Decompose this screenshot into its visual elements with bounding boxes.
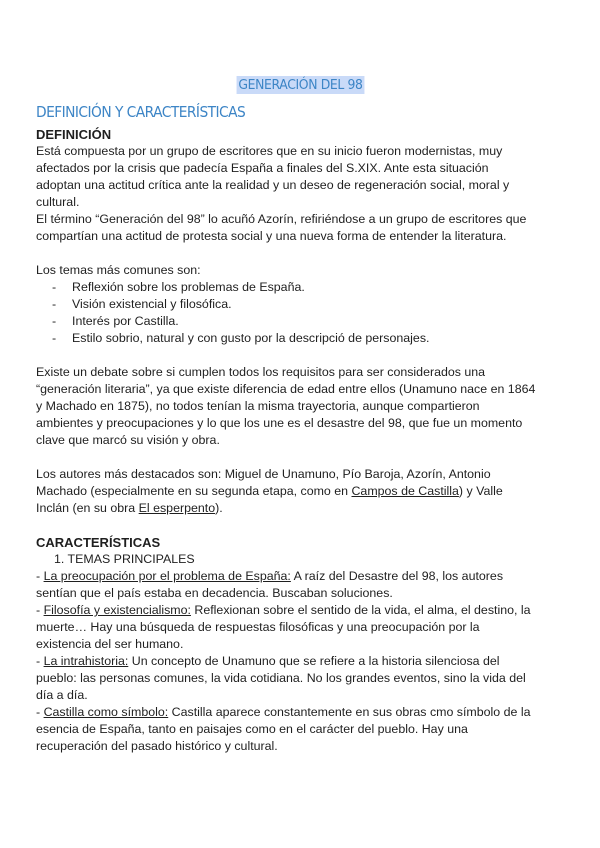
item4-line-2: esencia de España, tanto en paisajes como en el carácter del pueblo. Hay una (36, 722, 468, 736)
definition-line-4: cultural. (36, 195, 80, 209)
list-item: - Reflexión sobre los problemas de España. (52, 280, 305, 294)
item4-line-3: recuperación del pasado histórico y cultural. (36, 739, 278, 753)
list-item: - Visión existencial y filosófica. (52, 297, 232, 311)
item1-line-2: sentían que el país estaba en decadencia. Buscaban soluciones. (36, 586, 393, 600)
title-wrap (0, 76, 600, 94)
el-esperpento-link[interactable]: El esperpento (138, 501, 216, 515)
item2-label: Filosofía y existencialismo: (43, 603, 191, 617)
section-heading: DEFINICIÓN Y CARACTERÍSTICAS (36, 103, 246, 121)
item2-line-2: muerte… Hay una búsqueda de respuestas filosóficas y una preocupación por la (36, 620, 480, 634)
debate-line-2: “generación literaria”, ya que existe diferencia de edad entre ellos (Unamuno nace en 1864 (36, 382, 536, 396)
document-body (36, 102, 572, 755)
campos-de-castilla-link[interactable]: Campos de Castilla (351, 484, 459, 498)
debate-line-1: Existe un debate sobre si cumplen todos los requisitos para ser considerados una (36, 365, 486, 379)
definition-line-3: adoptan una actitud crítica ante la realidad y un deseo de regeneración social, moral y (36, 178, 510, 192)
subheading-caracteristicas: CARACTERÍSTICAS (36, 535, 161, 550)
subheading-definicion: DEFINICIÓN (36, 127, 112, 142)
item2-line-1: - Filosofía y existencialismo: Reflexionan sobre el sentido de la vida, el alma, el destino, la (36, 603, 531, 617)
list-item: - Estilo sobrio, natural y con gusto por la descripció de personajes. (52, 331, 430, 345)
item3-line-1: - La intrahistoria: Un concepto de Unamuno que se refiere a la historia silenciosa del (36, 654, 500, 668)
definition-line-1: Está compuesta por un grupo de escritores que en su inicio fueron modernistas, muy (36, 144, 503, 158)
authors-line-2: Machado (especialmente en su segunda etapa, como en Campos de Castilla) y Valle (36, 484, 503, 498)
item1-line-1: - La preocupación por el problema de España: A raíz del Desastre del 98, los autores (36, 569, 504, 583)
item4-label: Castilla como símbolo: (43, 705, 169, 719)
item2-line-3: existencia del ser humano. (36, 637, 184, 651)
item3-label: La intrahistoria: (43, 654, 129, 668)
numbered-heading: 1. TEMAS PRINCIPALES (54, 552, 195, 566)
list-item: - Interés por Castilla. (52, 314, 179, 328)
term-line-1: El término “Generación del 98” lo acuñó Azorín, refiriéndose a un grupo de escritores que (36, 212, 527, 226)
debate-line-3: y Machado en 1875), no todos tenían la misma trayectoria, aunque compartieron (36, 399, 480, 413)
item3-line-3: día a día. (36, 688, 88, 702)
authors-line-1: Los autores más destacados son: Miguel de Unamuno, Pío Baroja, Azorín, Antonio (36, 467, 491, 481)
themes-intro: Los temas más comunes son: (36, 263, 201, 277)
term-line-2: compartían una actitud de protesta social y una nueva forma de entender la literatura. (36, 229, 507, 243)
themes-list (36, 279, 572, 347)
definition-line-2: afectados por la crisis que padecía España a finales del S.XIX. Ante esta situación (36, 161, 489, 175)
debate-line-5: clave que marcó su visión y obra. (36, 433, 220, 447)
item1-label: La preocupación por el problema de España: (43, 569, 291, 583)
document-title: GENERACIÓN DEL 98 (237, 77, 363, 93)
debate-line-4: ambientes y preocupaciones y lo que los une es el desastre del 98, que fue un momento (36, 416, 523, 430)
item3-line-2: pueblo: las personas comunes, la vida cotidiana. No los grandes eventos, sino la vida del (36, 671, 526, 685)
authors-line-3: Inclán (en su obra El esperpento). (36, 501, 223, 515)
item4-line-1: - Castilla como símbolo: Castilla aparece constantemente en sus obras cmo símbolo de la (36, 705, 531, 719)
